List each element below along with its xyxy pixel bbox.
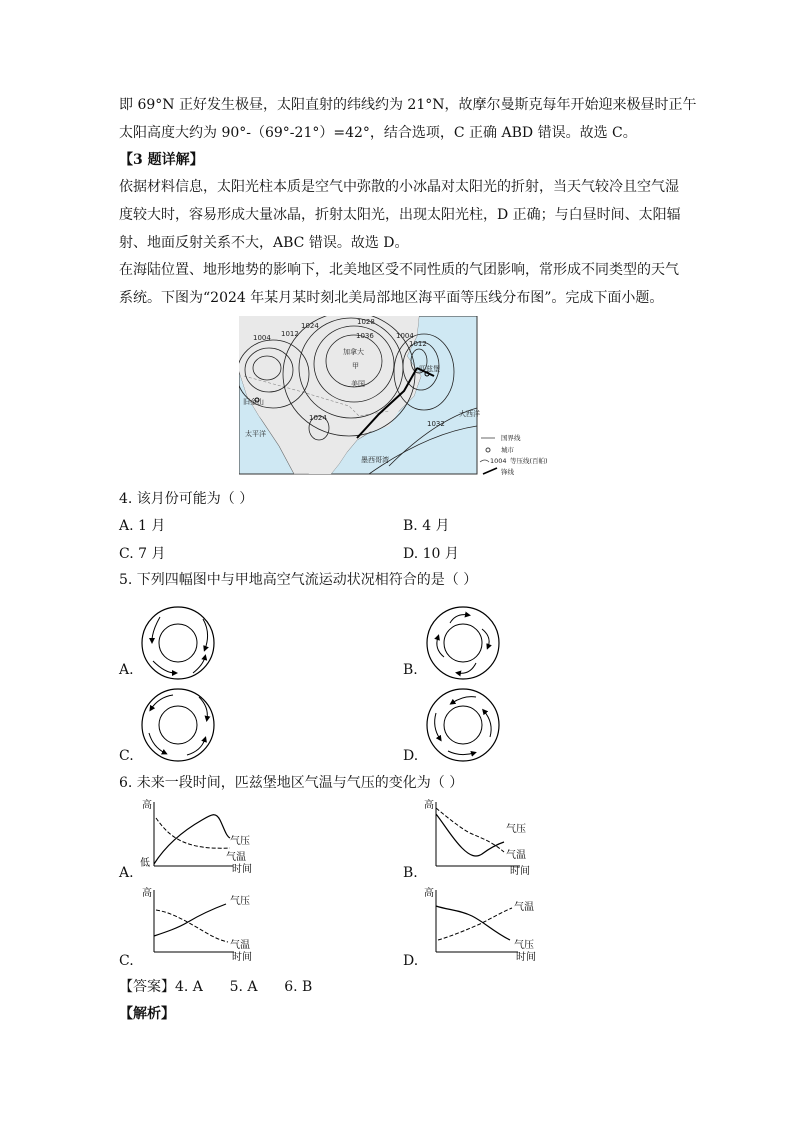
q5-option-d-diagram[interactable] bbox=[420, 685, 510, 765]
pressure-label: 气压 bbox=[514, 940, 534, 951]
question-4-stem: 4. 该月份可能为（ ） bbox=[119, 491, 254, 507]
place-label: 甲 bbox=[352, 362, 359, 370]
q6-option-c[interactable]: C. bbox=[119, 953, 134, 969]
q5-option-d[interactable]: D. bbox=[403, 748, 419, 764]
isobar-map bbox=[239, 316, 559, 476]
isobar-label: 1024 bbox=[301, 322, 319, 330]
text-line: 依据材料信息，太阳光柱本质是空气中弥散的小冰晶对太阳光的折射，当天气较冷且空气湿 bbox=[119, 179, 679, 195]
temperature-label: 气温 bbox=[514, 902, 534, 913]
q6-option-b[interactable]: B. bbox=[403, 865, 418, 881]
answer-line: 【答案】4. A 5. A 6. B bbox=[119, 979, 313, 995]
q4-option-b[interactable]: B. 4 月 bbox=[403, 518, 450, 534]
q6-option-c-graph[interactable] bbox=[140, 886, 265, 964]
question-5-stem: 5. 下列四幅图中与甲地高空气流运动状况相符合的是（ ） bbox=[119, 572, 478, 588]
isobar-label: 1028 bbox=[357, 318, 375, 326]
pressure-label: 气压 bbox=[506, 824, 526, 835]
place-label: 匹兹堡 bbox=[419, 365, 440, 373]
axis-time-label: 时间 bbox=[510, 866, 530, 876]
text-line: 射、地面反射关系不大，ABC 错误。故选 D。 bbox=[119, 235, 409, 251]
axis-time-label: 时间 bbox=[232, 864, 252, 875]
q5-option-a[interactable]: A. bbox=[119, 662, 134, 678]
section-heading: 【3 题详解】 bbox=[119, 152, 204, 168]
temperature-label: 气温 bbox=[506, 850, 526, 861]
text-line: 度较大时，容易形成大量冰晶，折射太阳光，出现太阳光柱，D 正确；与白昼时间、太阳辐 bbox=[119, 207, 681, 223]
q5-option-c-diagram[interactable] bbox=[135, 685, 225, 765]
isobar-label: 1012 bbox=[281, 330, 299, 338]
q4-option-c[interactable]: C. 7 月 bbox=[119, 546, 166, 562]
analysis-heading: 【解析】 bbox=[119, 1006, 175, 1022]
legend-value: 1004 bbox=[490, 457, 507, 465]
text-line: 太阳高度大约为 90°-（69°-21°）=42°，结合选项，C 正确 ABD 错误。故选 C。 bbox=[119, 125, 637, 141]
text-line: 即 69°N 正好发生极昼，太阳直射的纬线约为 21°N，故摩尔曼斯克每年开始迎来极昼时正午 bbox=[119, 97, 697, 113]
q5-option-b[interactable]: B. bbox=[403, 662, 418, 678]
question-6-stem: 6. 未来一段时间，匹兹堡地区气温与气压的变化为（ ） bbox=[119, 775, 464, 791]
place-label: 大西洋 bbox=[459, 410, 480, 418]
isobar-label: 1012 bbox=[409, 340, 427, 348]
q4-option-d[interactable]: D. 10 月 bbox=[403, 546, 459, 562]
pressure-label: 气压 bbox=[230, 896, 250, 907]
axis-time-label: 时间 bbox=[232, 952, 252, 963]
q5-option-b-diagram[interactable] bbox=[420, 603, 510, 683]
axis-high-label: 高 bbox=[142, 800, 152, 811]
place-label: 加拿大 bbox=[343, 348, 364, 356]
temperature-label: 气温 bbox=[226, 852, 246, 863]
temperature-label: 气温 bbox=[230, 940, 250, 951]
place-label: 太平洋 bbox=[245, 430, 266, 438]
q4-option-a[interactable]: A. 1 月 bbox=[119, 518, 166, 534]
q5-option-a-diagram[interactable] bbox=[135, 603, 225, 683]
isobar-label: 1004 bbox=[253, 334, 271, 342]
axis-high-label: 高 bbox=[424, 800, 434, 811]
axis-low-label: 低 bbox=[140, 858, 150, 869]
place-label: 美国 bbox=[351, 380, 365, 388]
place-label: 旧金山 bbox=[243, 398, 264, 406]
q6-option-d[interactable]: D. bbox=[403, 953, 419, 969]
q6-option-d-graph[interactable] bbox=[424, 886, 549, 964]
q6-option-b-graph[interactable] bbox=[424, 798, 549, 876]
axis-high-label: 高 bbox=[424, 888, 434, 899]
legend-label: 锋线 bbox=[501, 468, 514, 476]
q5-option-c[interactable]: C. bbox=[119, 748, 134, 764]
text-line: 系统。下图为“2024 年某月某时刻北美局部地区海平面等压线分布图”。完成下面小题。 bbox=[119, 290, 664, 306]
pressure-label: 气压 bbox=[230, 836, 250, 847]
legend-label: 城市 bbox=[501, 446, 514, 454]
isobar-label: 1004 bbox=[396, 332, 414, 340]
q6-option-a-graph[interactable] bbox=[138, 798, 263, 876]
axis-high-label: 高 bbox=[142, 888, 152, 899]
legend-label: 等压线(百帕) bbox=[510, 457, 548, 465]
text-line: 在海陆位置、地形地势的影响下，北美地区受不同性质的气团影响，常形成不同类型的天气 bbox=[119, 262, 679, 278]
place-label: 墨西哥湾 bbox=[361, 456, 389, 464]
isobar-label: 1024 bbox=[309, 414, 327, 422]
q6-option-a[interactable]: A. bbox=[119, 865, 134, 881]
isobar-label: 1036 bbox=[356, 332, 374, 340]
axis-time-label: 时间 bbox=[516, 952, 536, 963]
legend-label: 国界线 bbox=[501, 434, 521, 442]
isobar-label: 1032 bbox=[427, 420, 445, 428]
